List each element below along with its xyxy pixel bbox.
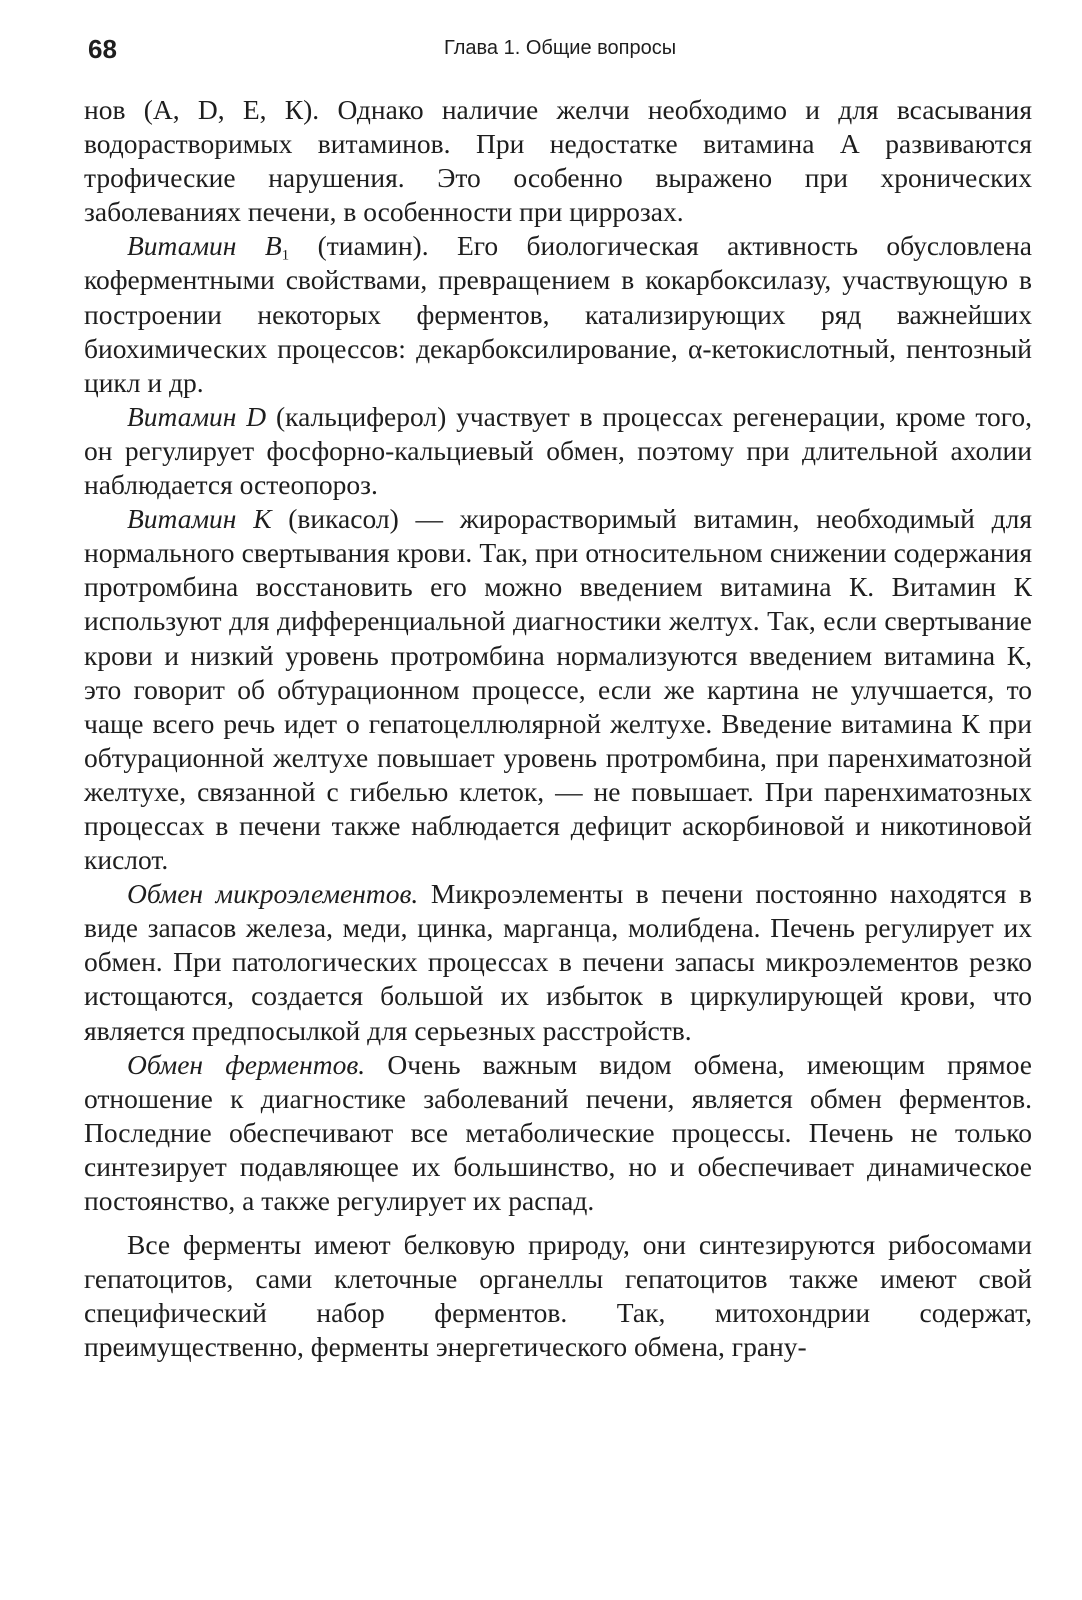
page-number: 68: [88, 34, 117, 64]
paragraph-enzymes: [84, 1048, 1032, 1218]
paragraph-text: Очень важным видом обмена, имеющим прямое отношение к диагностике заболеваний печени, является обмен ферментов. Последние обеспечивают все метаболические процессы. Печень не только синтезирует подавляющее их большинство, но и обеспечивает динамическое постоянство, а также регулирует их распад.: [84, 1048, 1032, 1216]
paragraph-text: Все ферменты имеют белковую природу, они синтезируются рибосомами гепатоцитов, сами клеточные органеллы гепатоцитов также имеют свой специфический набор ферментов. Так, митохондрии содержат, преимущественно, ферменты энергетического обмена, грану-: [84, 1229, 1032, 1363]
page-header: [88, 34, 1018, 64]
term-vitamin-d: Витамин D: [127, 400, 267, 432]
term-vitamin-b: Витамин B: [127, 230, 282, 262]
paragraph-text: (кальциферол) участвует в процессах регенерации, кроме того, он регулирует фосфорно-кальциевый обмен, поэтому при длительной ахолии наблюдается остеопороз.: [84, 400, 1032, 501]
paragraph-fat-soluble-vitamins: [84, 93, 1032, 229]
paragraph-text: нов (А, D, Е, К). Однако наличие желчи необходимо и для всасывания водорастворимых витаминов. При недостатке витамина А развиваются трофические нарушения. Это особенно выражено при хронических заболеваниях печени, в особенности при циррозах.: [84, 94, 1032, 228]
paragraph-vitamin-d: [84, 400, 1032, 502]
term-enzymes: Обмен ферментов.: [127, 1048, 366, 1080]
paragraph-text: (тиамин). Его биологическая активность обусловлена коферментными свойствами, превращением в кокарбоксилазу, участвующую в построении некоторых ферментов, катализирующих ряд важнейших биохимических процессов: декарбоксилирование, α-кетокислотный, пентозный цикл и др.: [84, 230, 1033, 398]
term-vitamin-k: Витамин К: [127, 503, 272, 535]
term-subscript: 1: [281, 247, 290, 264]
term-microelements: Обмен микроэлементов.: [127, 878, 419, 910]
paragraph-microelements: [84, 877, 1032, 1047]
paragraph-text: Микроэлементы в печени постоянно находятся в виде запасов железа, меди, цинка, марганца, молибдена. Печень регулирует их обмен. При патологических процессах в печени запасы микроэлементов резко истощаются, создается большой их избыток в циркулирующей крови, что является предпосылкой для серьезных расстройств.: [84, 878, 1032, 1046]
running-head: Глава 1. Общие вопросы: [444, 37, 677, 59]
paragraph-text: (викасол) — жирорастворимый витамин, необходимый для нормального свертывания крови. Так, при относительном снижении содержания протромбина восстановить его можно введением витамина К. Витамин К используют для дифференциальной диагностики желтух. Так, если свертывание крови и низкий уровень протромбина нормализуются введением витамина К, это говорит об обтурационном процессе, если же картина не улучшается, то чаще всего речь идет о гепатоцеллюлярной желтухе. Введение витамина К при обтурационной желтухе повышает уровень протромбина, при паренхиматозной желтухе, связанной с гибелью клеток, — не повышает. При паренхиматозных процессах в печени также наблюдается дефицит аскорбиновой и никотиновой кислот.: [84, 503, 1032, 876]
paragraph-vitamin-k: [84, 502, 1032, 877]
body-text: [84, 93, 1032, 1364]
paragraph-enzyme-nature: [84, 1228, 1032, 1364]
paragraph-vitamin-b1: [84, 229, 1032, 399]
